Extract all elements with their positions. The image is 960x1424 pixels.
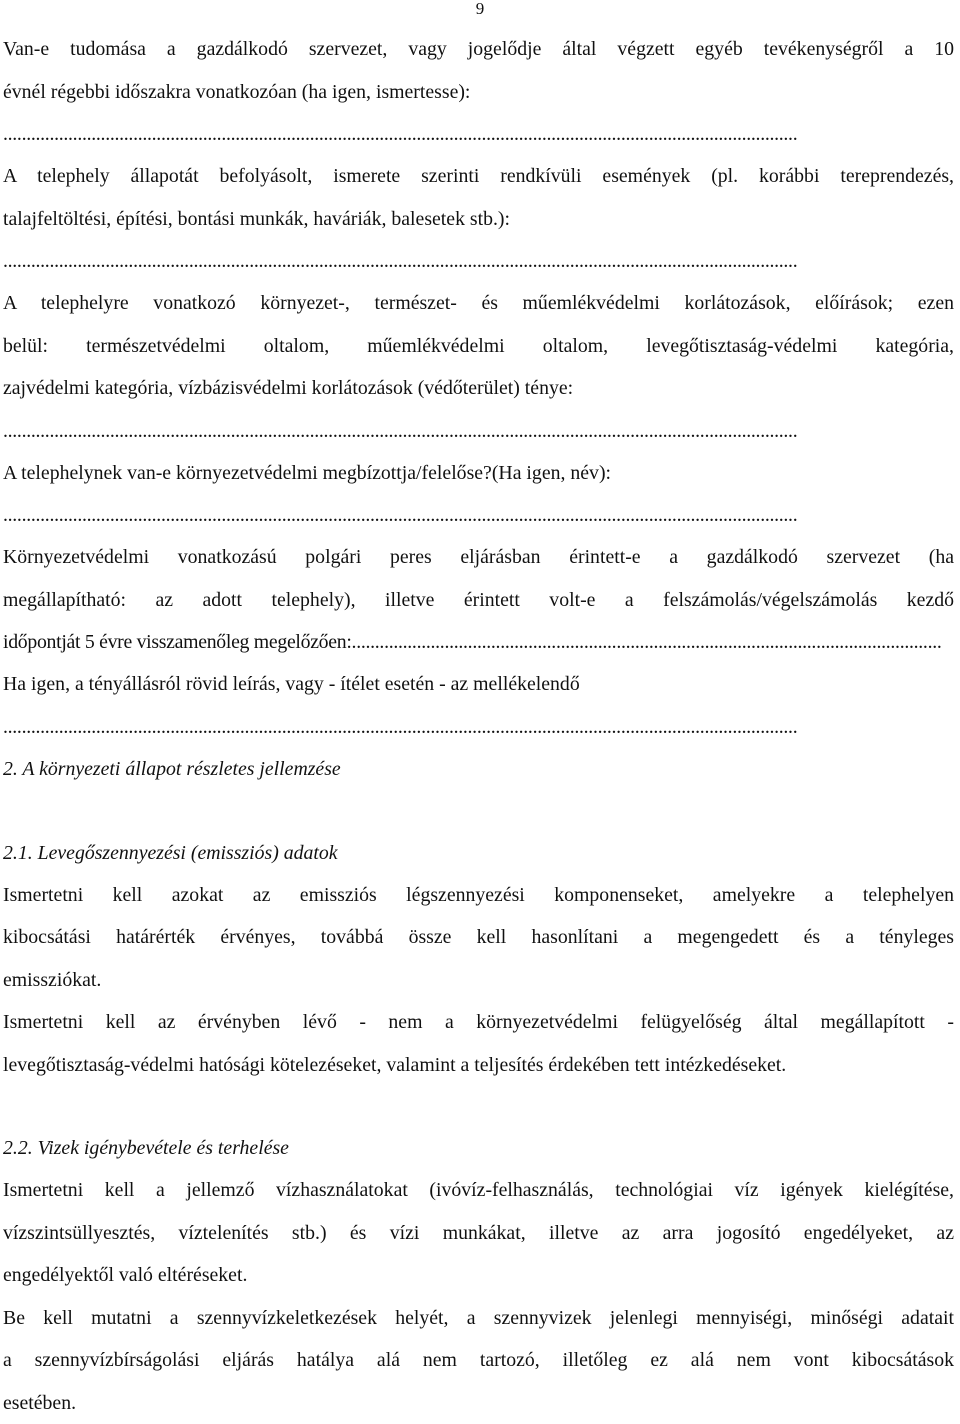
- section-litigation: [3, 536, 954, 663]
- fill-in-dots: ...............................................................................................................................: [352, 631, 942, 653]
- text-line: Ha igen, a tényállásról rövid leírás, vagy - ítélet esetén - az mellékelendő: [3, 663, 954, 706]
- spacer: [3, 790, 954, 832]
- section-prior-activities: [3, 28, 954, 155]
- paragraph-air-obligations: [3, 1001, 954, 1086]
- text-line: évnél régebbi időszakra vonatkozóan (ha igen, ismertesse):: [3, 71, 954, 114]
- text-line: A telephelyre vonatkozó környezet-, természet- és műemlékvédelmi korlátozások, előírások; ezen: [3, 282, 954, 325]
- section-facts-description: [3, 663, 954, 748]
- fill-in-dots: ...........................................................................................................................................................................: [3, 113, 954, 155]
- text-line: Be kell mutatni a szennyvízkeletkezések helyét, a szennyvizek jelenlegi mennyiségi, minőségi adatait: [3, 1297, 954, 1340]
- fill-in-dots: ...........................................................................................................................................................................: [3, 494, 954, 536]
- subsection-heading: 2.2. Vizek igénybevétele és terhelése: [3, 1127, 954, 1169]
- text-line-with-dots: [3, 621, 954, 663]
- text-line: vízszintsüllyesztés, víztelenítés stb.) és vízi munkákat, illetve az arra jogosító engedélyeket, az: [3, 1212, 954, 1255]
- text-line: emissziókat.: [3, 959, 954, 1002]
- spacer: [3, 1086, 954, 1127]
- text-line: levegőtisztaság-védelmi hatósági kötelezéseket, valamint a teljesítés érdekében tett intézkedéseket.: [3, 1044, 954, 1087]
- fill-in-dots: ...........................................................................................................................................................................: [3, 240, 954, 282]
- text-line: belül: természetvédelmi oltalom, műemlékvédelmi oltalom, levegőtisztaság-védelmi kategória,: [3, 325, 954, 368]
- paragraph-water-use: [3, 1169, 954, 1297]
- text-line: esetében.: [3, 1382, 954, 1424]
- text-fragment: időpontját 5 évre visszamenőleg megelőzően:: [3, 631, 352, 653]
- paragraph-emission-components: [3, 874, 954, 1002]
- section-extraordinary-events: [3, 155, 954, 282]
- text-line: megállapítható: az adott telephely), illetve érintett volt-e a felszámolás/végelszámolás kezdő: [3, 579, 954, 622]
- fill-in-dots: ...........................................................................................................................................................................: [3, 410, 954, 452]
- text-line: Ismertetni kell azokat az emissziós légszennyezési komponenseket, amelyekre a telephelyen: [3, 874, 954, 917]
- text-line: talajfeltöltési, építési, bontási munkák, haváriák, balesetek stb.):: [3, 198, 954, 241]
- text-line: A telephelynek van-e környezetvédelmi megbízottja/felelőse?(Ha igen, név):: [3, 452, 954, 495]
- text-line: Van-e tudomása a gazdálkodó szervezet, vagy jogelődje által végzett egyéb tevékenységről a 10: [3, 28, 954, 71]
- text-line: Ismertetni kell az érvényben lévő - nem a környezetvédelmi felügyelőség által megállapított -: [3, 1001, 954, 1044]
- text-line: a szennyvízbírságolási eljárás hatálya alá nem tartozó, illetőleg ez alá nem vont kibocsátások: [3, 1339, 954, 1382]
- text-line: engedélyektől való eltéréseket.: [3, 1254, 954, 1297]
- document-body: [3, 28, 954, 1424]
- text-line: Környezetvédelmi vonatkozású polgári peres eljárásban érintett-e a gazdálkodó szervezet (ha: [3, 536, 954, 579]
- section-heading: 2. A környezeti állapot részletes jellemzése: [3, 748, 954, 790]
- text-line: Ismertetni kell a jellemző vízhasználatokat (ivóvíz-felhasználás, technológiai víz igények kielégítése,: [3, 1169, 954, 1212]
- text-line: zajvédelmi kategória, vízbázisvédelmi korlátozások (védőterület) ténye:: [3, 367, 954, 410]
- subsection-heading: 2.1. Levegőszennyezési (emissziós) adatok: [3, 832, 954, 874]
- fill-in-dots: ...........................................................................................................................................................................: [3, 706, 954, 748]
- text-line: A telephely állapotát befolyásolt, ismerete szerinti rendkívüli események (pl. korábbi tereprendezés,: [3, 155, 954, 198]
- paragraph-wastewater: [3, 1297, 954, 1424]
- text-line: kibocsátási határérték érvényes, továbbá össze kell hasonlítani a megengedett és a tényleges: [3, 916, 954, 959]
- section-environmental-officer: [3, 452, 954, 537]
- page-number: 9: [0, 0, 960, 17]
- section-restrictions: [3, 282, 954, 452]
